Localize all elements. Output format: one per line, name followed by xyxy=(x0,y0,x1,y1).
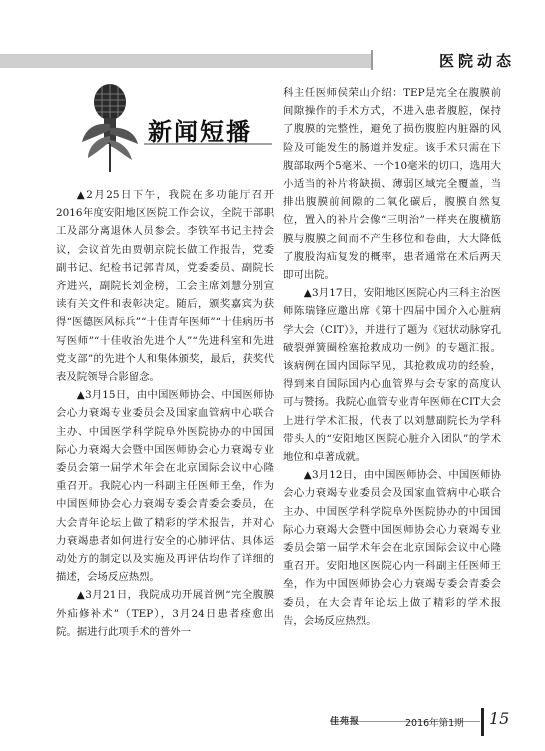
right-column xyxy=(283,84,501,630)
news-item-continued: 科主任医师侯荣山介绍：TEP是完全在腹膜前间隙操作的手术方式，不进入患者腹腔，保持了腹膜的完整性，避免了损伤腹腔内脏器的风险及可能发生的肠道并发症。该手术只需在下腹部取两个5毫米、一个10毫米的切口，选用大小适当的补片将缺损、薄弱区域完全覆盖，当排出腹膜前间隙的二氧化碳后，腹膜自然复位，置入的补片会像“三明治”一样夹在腹横筋膜与腹膜之间而不产生移位和卷曲，大大降低了腹股沟疝复发的概率，患者通常在术后两天即可出院。 xyxy=(283,87,501,282)
issue-label: 2016年第1期 xyxy=(405,718,464,729)
magazine-name: 佳苑报 xyxy=(330,717,361,727)
news-item: ▲2月25日下午，我院在多功能厅召开2016年度安阳地区医院工作会议，全院干部职工及部分离退休人员参会。李铁军书记主持会议，会议首先由贾朝京院长做工作报告，党委副书记、纪检书记郭青凤，党委委员、副院长齐进兴，副院长刘金榜，工会主席刘慧分别宣读有关文件和表彰决定。随后，颁奖嘉宾为获得“医德医风标兵”“十佳青年医师”“十佳病历书写医师”“十佳收治先进个人”“先进科室和先进党支部”的先进个人和集体颁奖，最后，获奖代表及院领导合影留念。 xyxy=(56,189,274,384)
news-item: ▲3月15日，由中国医师协会、中国医师协会心力衰竭专业委员会及国家血管病中心联合主办、中国医学科学院阜外医院协办的中国国际心力衰竭大会暨中国医师协会心力衰竭专业委员会第一届学术年会在北京国际会议中心隆重召开。我院心内一科副主任医师王垒，作为中国医师协会心力衰竭专委会青委会委员，在大会青年论坛上做了精彩的学术报告，并对心力衰竭患者如何进行安全的心肺评估、具体运动处方的制定以及实施及再评估均作了详细的描述，会场反应热烈。 xyxy=(56,389,274,584)
news-item: ▲3月21日，我院成功开展首例“完全腹膜外疝修补术”（TEP），3月24日患者痊愈出院。据进行此项手术的普外一 xyxy=(56,589,274,638)
page-number: 15 xyxy=(489,709,510,728)
news-item: ▲3月12日，由中国医师协会、中国医师协会心力衰竭专业委员会及国家血管病中心联合主办、中国医学科学院阜外医院协办的中国国际心力衰竭大会暨中国医师协会心力衰竭专业委员会第一届学术年会在北京国际会议中心隆重召开。安阳地区医院心内一科副主任医师王垒，作为中国医师协会心力衰竭专委会青委会委员，在大会青年论坛上做了精彩的学术报告，会场反应热烈。 xyxy=(283,469,501,627)
left-column xyxy=(56,186,274,641)
footer-divider xyxy=(481,708,484,736)
news-item: ▲3月17日，安阳地区医院心内三科主治医师陈瑞锋应邀出席《第十四届中国介入心脏病学大会（CIT）》，并进行了题为《冠状动脉穿孔破裂弹簧圈栓塞抢救成功一例》的专题汇报。该病例在国内国际罕见，其抢救成功的经验，得到来自国际国内心血管界与会专家的高度认可与赞扬。我院心血管专业青年医师在CIT大会上进行学术汇报，代表了以刘慧副院长为学科带头人的“安阳地区医院心脏介入团队”的学术地位和卓著成就。 xyxy=(283,287,501,464)
section-title: 医院动态 xyxy=(438,52,515,70)
news-title: 新闻短播 xyxy=(148,117,252,146)
